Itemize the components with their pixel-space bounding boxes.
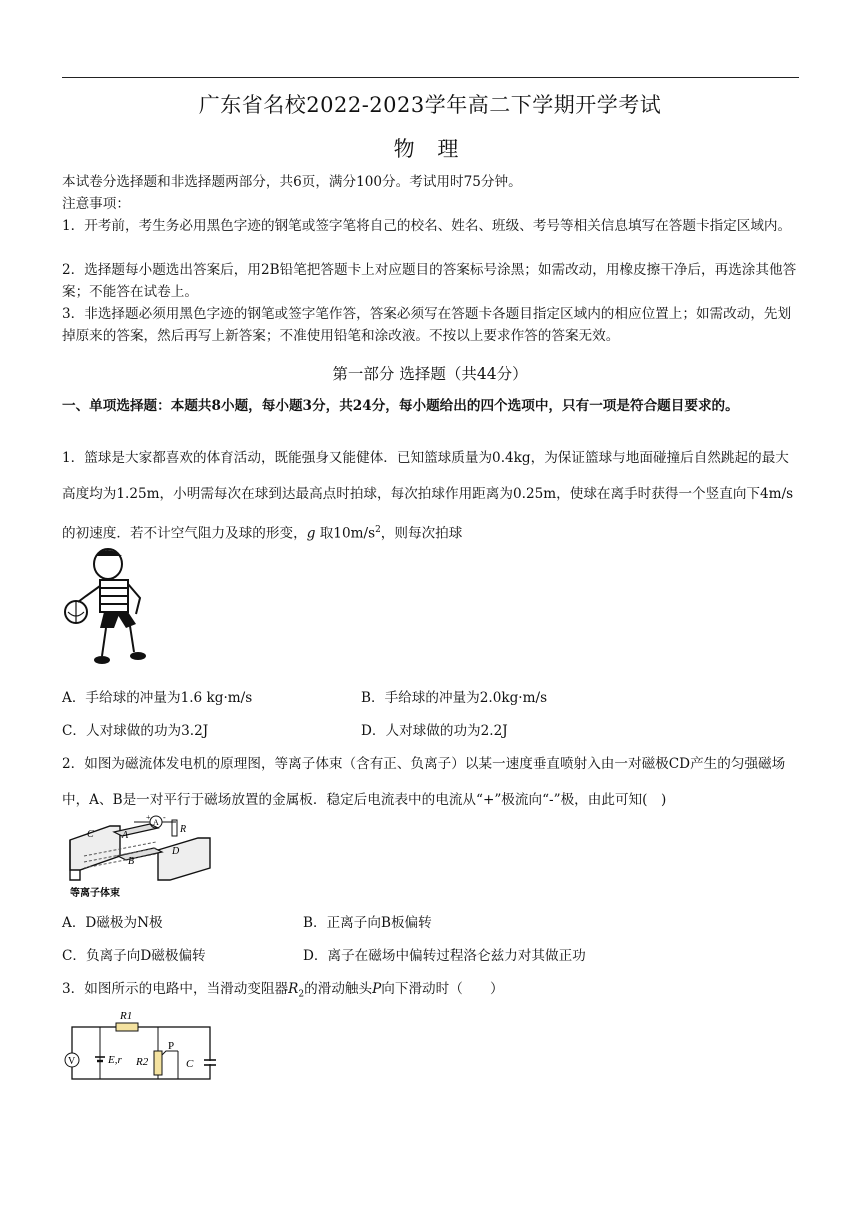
q1-option-c: C．人对球做的功为3.2J: [62, 723, 209, 739]
q2-option-b: B．正离子向B板偏转: [303, 915, 432, 931]
question-2-stem: 2．如图为磁流体发电机的原理图，等离子体束（含有正、负离子）以某一速度垂直喷射入由一对磁极CD产生的匀强磁场中，A、B是一对平行于磁场放置的金属板．稳定后电流表中的电流从“+”极流向“-”极，由此可知( ): [62, 756, 786, 808]
notes-title: 注意事项：: [62, 196, 130, 212]
section-heading: 第一部分 选择题（共44分）: [332, 365, 528, 383]
section-instructions: 一、单项选择题：本题共8小题，每小题3分，共24分，每小题给出的四个选项中，只有一项是符合题目要求的。: [62, 398, 739, 414]
label-p: P: [168, 1040, 175, 1052]
label-r2: R2: [136, 1056, 149, 1068]
label-c: C: [186, 1058, 194, 1070]
note-1: 1．开考前，考生务必用黑色字迹的钢笔或签字笔将自己的校名、姓名、班级、考号等相关信息填写在答题卡指定区域内。: [62, 218, 792, 234]
intro-line: 本试卷分选择题和非选择题两部分，共6页，满分100分。考试用时75分钟。: [62, 174, 522, 190]
q1-option-d: D．人对球做的功为2.2J: [361, 723, 508, 739]
q2-option-a: A．D磁极为N极: [62, 915, 163, 931]
q1-option-b: B．手给球的冲量为2.0kg·m/s: [361, 690, 548, 706]
question-3-stem: 3．如图所示的电路中，当滑动变阻器$R_2$的滑动触头P向下滑动时（ ）: [62, 981, 504, 1000]
label-r: R: [180, 824, 187, 835]
mhd-generator-figure: [64, 812, 224, 900]
figure-caption: 等离子体束: [70, 888, 120, 899]
label-d: D: [172, 846, 180, 857]
exam-subject: 物 理: [393, 137, 467, 161]
header-rule: [62, 77, 799, 78]
q2-option-c: C．负离子向D磁极偏转: [62, 948, 206, 964]
label-r1: R1: [120, 1010, 133, 1022]
ammeter-symbol: A: [153, 818, 159, 827]
q1-option-a: A．手给球的冲量为1.6 kg·m/s: [62, 690, 253, 706]
note-2: 2．选择题每小题选出答案后，用2B铅笔把答题卡上对应题目的答案标号涂黑；如需改动，用橡皮擦干净后，再选涂其他答案；不能答在试卷上。: [62, 262, 797, 300]
label-er: E,r: [108, 1054, 122, 1066]
voltmeter-symbol: V: [68, 1056, 76, 1067]
label-b: B: [128, 856, 135, 867]
note-3: 3．非选择题必须用黑色字迹的钢笔或签字笔作答，答案必须写在答题卡各题目指定区域内的相应位置上；如需改动，先划掉原来的答案，然后再写上新答案；不准使用铅笔和涂改液。不按以上要求作答的答案无效。: [62, 306, 792, 344]
label-c: C: [87, 829, 94, 840]
ammeter-minus: -: [163, 813, 166, 822]
exam-title: 广东省名校2022-2023学年高二下学期开学考试: [198, 93, 662, 117]
question-1-stem: 1．篮球是大家都喜欢的体育活动，既能强身又能健体．已知篮球质量为0.4kg，为保证篮球与地面碰撞后自然跳起的最大高度均为1.25m，小明需每次在球到达最高点时拍球，每次拍球作用距离为0.25m，使球在离手时获得一个竖直向下4m/s的初速度．若不计空气阻力及球的形变，g 取$10m/s^2$，则每次拍球: [62, 450, 794, 542]
label-a: A: [122, 830, 129, 841]
ammeter-plus: +: [146, 813, 151, 822]
circuit-figure: [62, 1005, 222, 1085]
basketball-player-figure: [60, 546, 160, 668]
q2-option-d: D．离子在磁场中偏转过程洛仑兹力对其做正功: [303, 948, 586, 964]
